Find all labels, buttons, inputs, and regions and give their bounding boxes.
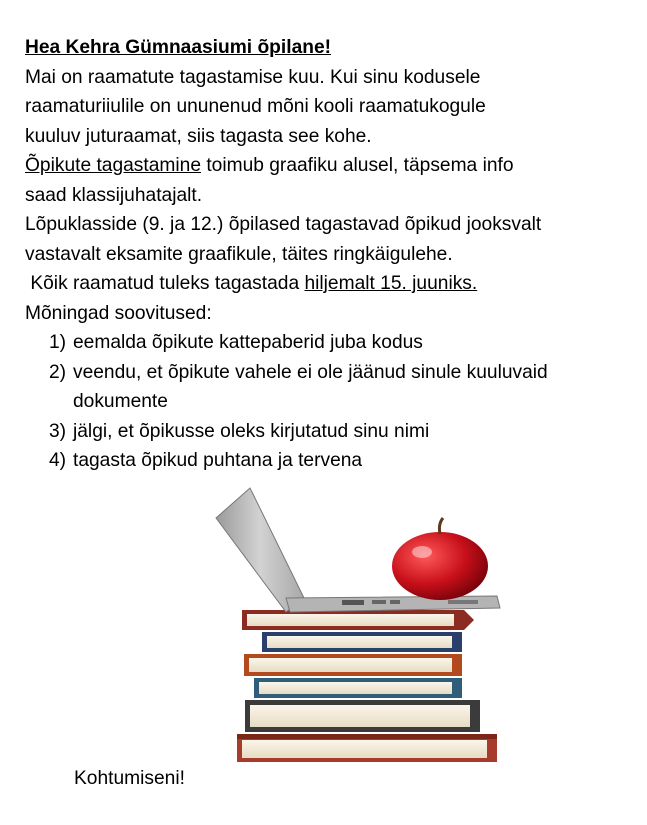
text-line — [25, 151, 635, 181]
book-stack — [237, 610, 497, 762]
books-laptop-apple-icon — [212, 486, 512, 771]
list-item-text: veendu, et õpikute vahele ei ole jäänud sinule kuuluvaid — [73, 361, 548, 383]
recommendations-heading: Mõningad soovitused: — [25, 302, 212, 324]
list-item — [25, 328, 635, 358]
text-span: Kõik raamatud tuleks tagastada — [25, 273, 305, 294]
list-item-text: jälgi, et õpikusse oleks kirjutatud sinu nimi — [73, 420, 430, 442]
list-item-text: tagasta õpikud puhtana ja tervena — [73, 450, 363, 471]
list-number: 1) — [49, 332, 67, 353]
letter-body — [25, 33, 635, 476]
recommendations-list — [25, 328, 635, 476]
paragraph-library-books — [25, 63, 635, 152]
list-number: 2) — [49, 361, 67, 383]
text-line: Lõpuklasside (9. ja 12.) õpilased tagastavad õpikud jooksvalt — [25, 214, 542, 235]
paragraph-textbook-return — [25, 151, 635, 210]
signoff: Kohtumiseni! — [74, 768, 185, 789]
list-item — [25, 417, 635, 447]
text-line: saad klassijuhatajalt. — [25, 184, 203, 206]
list-number: 4) — [49, 450, 67, 471]
text-line: vastavalt eksamite graafikule, täites ringkäigulehe. — [25, 243, 453, 265]
list-item-text: eemalda õpikute kattepaberid juba kodus — [73, 332, 423, 353]
deadline-emphasis: hiljemalt 15. juuniks. — [304, 273, 478, 294]
textbook-return-emphasis: Õpikute tagastamine — [25, 155, 201, 176]
text-line: Mai on raamatute tagastamise kuu. Kui sinu kodusele — [25, 66, 481, 88]
deadline-line — [25, 269, 635, 299]
list-number: 3) — [49, 420, 67, 442]
greeting-heading: Hea Kehra Gümnaasiumi õpilane! — [25, 37, 332, 58]
list-item — [25, 358, 635, 417]
paragraph-final-classes — [25, 210, 635, 269]
apple-icon — [392, 518, 488, 600]
text-span: toimub graafiku alusel, täpsema info — [201, 155, 514, 176]
list-item-text: dokumente — [73, 391, 168, 412]
text-line: raamaturiiulile on ununenud mõni kooli raamatukogule — [25, 96, 486, 117]
text-line: kuuluv juturaamat, siis tagasta see kohe. — [25, 125, 372, 147]
list-item — [25, 446, 635, 476]
